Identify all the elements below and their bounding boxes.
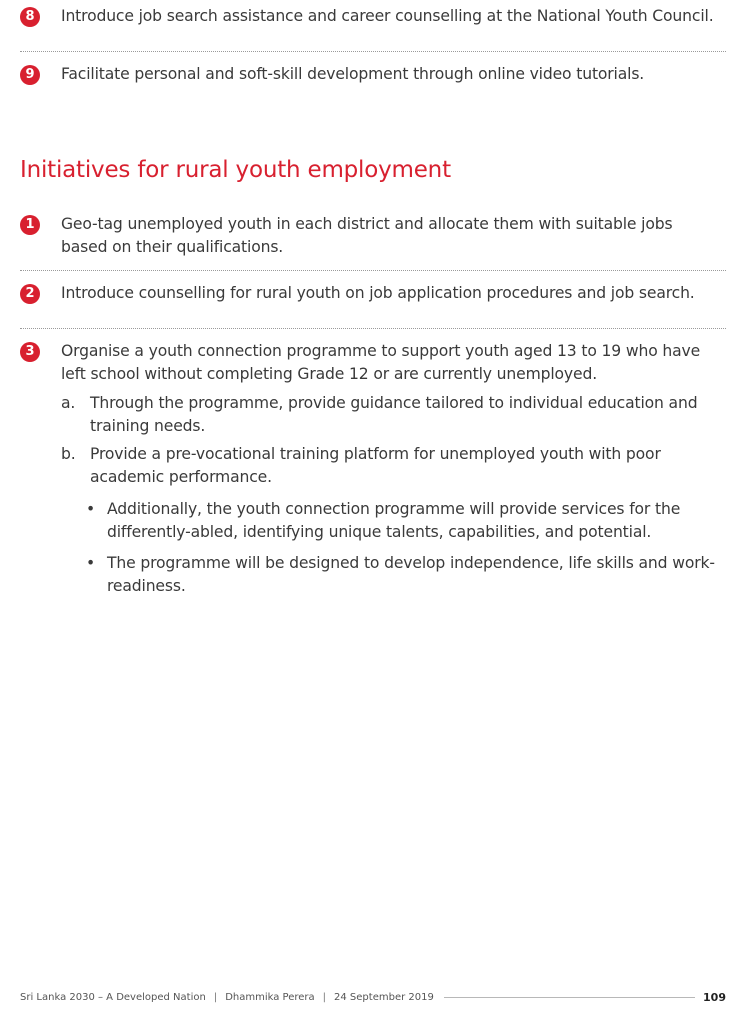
sub-list-item-a — [61, 392, 726, 438]
footer-rule — [444, 997, 695, 998]
footer-author: Dhammika Perera — [225, 991, 315, 1003]
number-badge: 2 — [20, 284, 40, 304]
sub-list-item-b — [61, 443, 726, 489]
list-item-text: Geo-tag unemployed youth in each district and allocate them with suitable jobs based on their qualifications. — [61, 215, 673, 256]
footer-separator: | — [322, 991, 327, 1003]
page-number: 109 — [703, 990, 726, 1004]
list-item-1 — [20, 215, 726, 259]
sub-list-item-text: Provide a pre-vocational training platform for unemployed youth with poor academic performance. — [90, 445, 661, 486]
footer-publication-title: Sri Lanka 2030 – A Developed Nation — [20, 991, 206, 1003]
list-item-8 — [20, 7, 726, 28]
list-item-text: Facilitate personal and soft-skill development through online video tutorials. — [61, 65, 645, 83]
footer-separator: | — [213, 991, 218, 1003]
bullet-icon: • — [86, 500, 96, 518]
sub-list-item-text: Through the programme, provide guidance tailored to individual education and training needs. — [90, 394, 698, 435]
number-badge: 8 — [20, 7, 40, 27]
dotted-divider — [20, 51, 726, 52]
list-item-text: Introduce job search assistance and career counselling at the National Youth Council. — [61, 7, 714, 25]
section-heading: Initiatives for rural youth employment — [20, 157, 451, 183]
number-badge: 1 — [20, 215, 40, 235]
sub-list-marker: b. — [61, 445, 76, 463]
bullet-item-text: Additionally, the youth connection programme will provide services for the differently-abled, identifying unique talents, capabilities, and potential. — [107, 500, 681, 541]
footer-date: 24 September 2019 — [334, 991, 434, 1003]
page-footer — [20, 990, 726, 1004]
dotted-divider — [20, 270, 726, 271]
list-item-3 — [20, 342, 726, 386]
list-item-9 — [20, 65, 726, 86]
bullet-item-text: The programme will be designed to develop independence, life skills and work-readiness. — [107, 554, 715, 595]
bullet-item — [86, 552, 726, 598]
list-item-2 — [20, 284, 726, 305]
bullet-item — [86, 498, 726, 544]
sub-list-marker: a. — [61, 394, 76, 412]
list-item-text: Organise a youth connection programme to support youth aged 13 to 19 who have left school without completing Grade 12 or are currently unemployed. — [61, 342, 701, 383]
number-badge: 3 — [20, 342, 40, 362]
number-badge: 9 — [20, 65, 40, 85]
bullet-icon: • — [86, 554, 96, 572]
dotted-divider — [20, 328, 726, 329]
list-item-text: Introduce counselling for rural youth on job application procedures and job search. — [61, 284, 695, 302]
